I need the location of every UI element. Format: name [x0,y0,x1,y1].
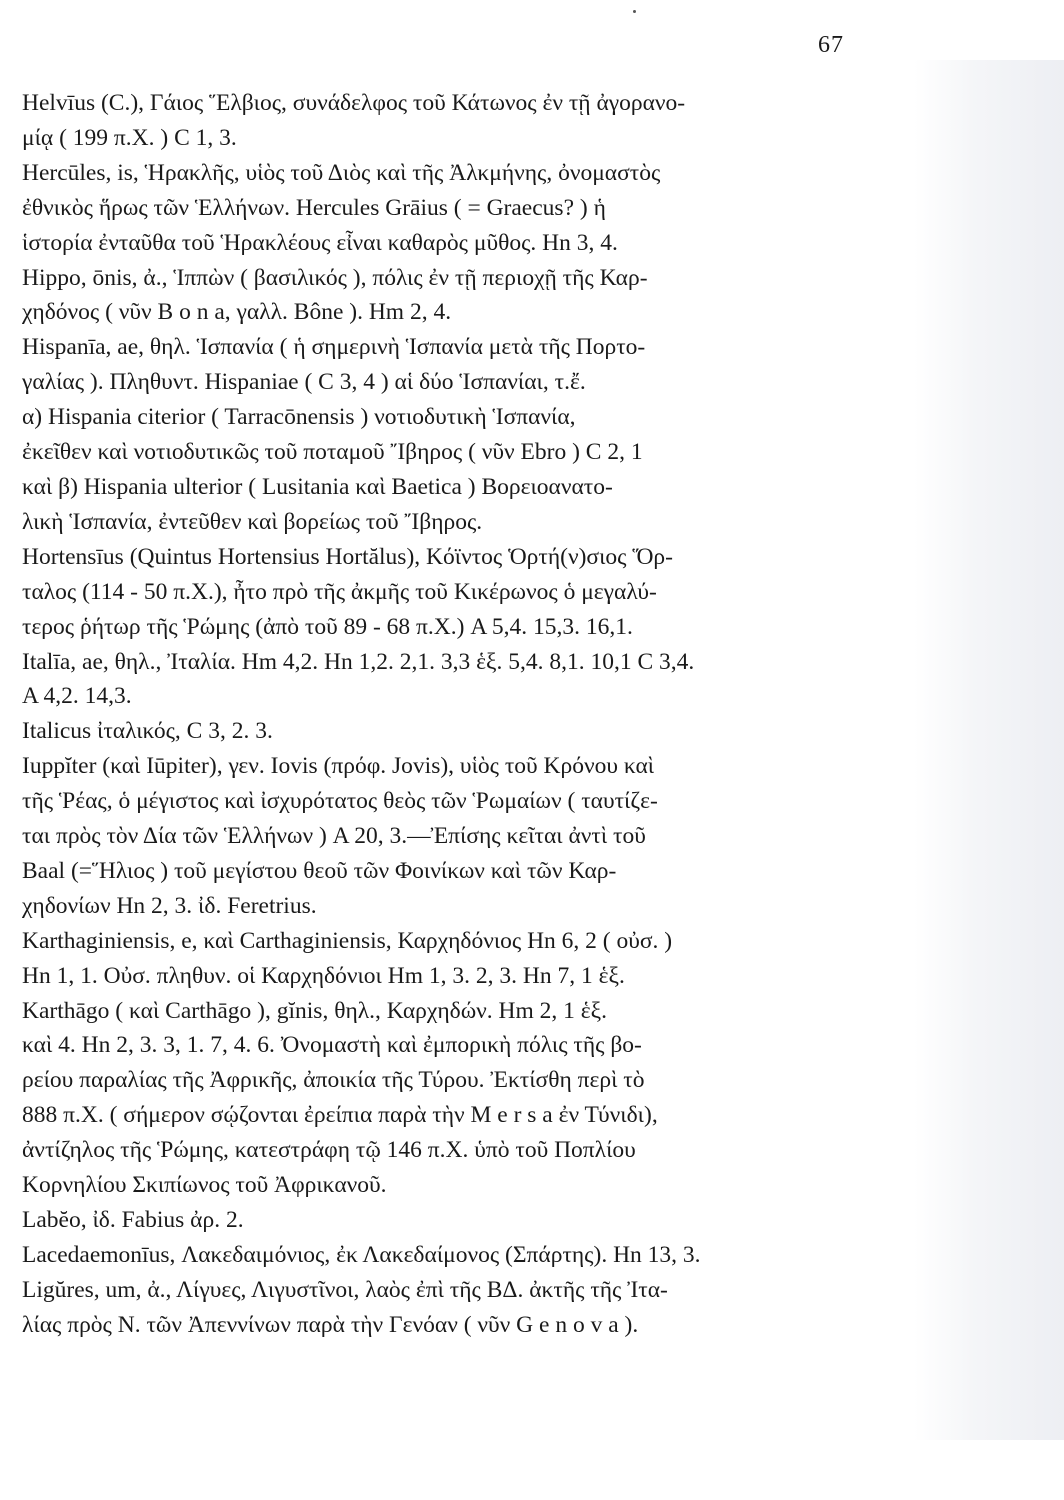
glossary-entry [22,1238,872,1273]
glossary-entry [22,330,872,539]
entry-line: 888 π.Χ. ( σήμερον σῴζονται ἐρείπια παρὰ τὴν M e r s a ἐν Τύνιδι), [22,1102,658,1129]
glossary-entry [22,261,872,331]
entry-line: Hortensīus (Quintus Hortensius Hortălus), Κόϊντος Ὁρτή(ν)σιος Ὅρ- [22,543,673,570]
entry-line: καὶ β) Hispania ulterior ( Lusitania καὶ Baetica ) Βορειοανατο- [22,473,613,500]
entry-line: Hercūles, is, Ἡρακλῆς, υἱὸς τοῦ Διὸς καὶ τῆς Ἀλκμήνης, ὀνομαστὸς [22,159,661,186]
glossary-entry [22,994,872,1203]
entry-line: Κορνηλίου Σκιπίωνος τοῦ Ἀφρικανοῦ. [22,1172,387,1199]
entry-line: Helvīus (C.), Γάιος Ἕλβιος, συνάδελφος τοῦ Κάτωνος ἐν τῇ ἀγορανο- [22,90,686,116]
entry-line: Italīa, ae, θηλ., Ἰταλία. Hm 4,2. Hn 1,2. 2,1. 3,3 ἑξ. 5,4. 8,1. 10,1 C 3,4. [22,648,695,675]
glossary-entry [22,1273,872,1343]
entry-line: Iuppĭter (καὶ Iūpiter), γεν. Iovis (πρόφ. Jovis), υἱὸς τοῦ Κρόνου καὶ [22,753,655,780]
page-number: 67 [818,32,844,58]
entry-line: α) Hispania citerior ( Tarracōnensis ) νοτιοδυτικὴ Ἱσπανία, [22,404,576,431]
glossary-text [22,86,872,1343]
glossary-entry [22,749,872,924]
entry-line: Hippo, ōnis, ἀ., Ἱππὼν ( βασιλικός ), πόλις ἐν τῇ περιοχῇ τῆς Καρ- [22,264,648,291]
entry-line: Karthaginiensis, e, καὶ Carthaginiensis, Καρχηδόνιος Hn 6, 2 ( οὐσ. ) [22,927,673,954]
print-speck [633,10,636,13]
entry-line: τῆς Ῥέας, ὁ μέγιστος καὶ ἰσχυρότατος θεὸς τῶν Ῥωμαίων ( ταυτίζε- [22,788,658,815]
entry-line: ἱστορία ἐνταῦθα τοῦ Ἡρακλέους εἶναι καθαρὸς μῦθος. Hn 3, 4. [22,229,618,256]
entry-line: Karthāgo ( καὶ Carthāgo ), gĭnis, θηλ., Καρχηδών. Hm 2, 1 ἑξ. [22,997,608,1024]
entry-line: λίας πρὸς Ν. τῶν Ἀπεννίνων παρὰ τὴν Γενόαν ( νῦν G e n o v a ). [22,1311,639,1338]
entry-line: λικὴ Ἱσπανία, ἐντεῦθεν καὶ βορείως τοῦ Ἴβηρος. [22,508,483,535]
entry-line: Italicus ἰταλικός, C 3, 2. 3. [22,718,273,745]
entry-line: χηδόνος ( νῦν B o n a, γαλλ. Bône ). Hm 2, 4. [22,299,452,326]
entry-line: ρείου παραλίας τῆς Ἀφρικῆς, ἀποικία τῆς Τύρου. Ἐκτίσθη περὶ τὸ [22,1067,645,1094]
entry-line: ταλος (114 - 50 π.Χ.), ἦτο πρὸ τῆς ἀκμῆς τοῦ Κικέρωνος ὁ μεγαλύ- [22,578,657,605]
glossary-entry [22,645,872,715]
glossary-entry [22,540,872,645]
entry-line: Hn 1, 1. Οὐσ. πληθυν. οἱ Καρχηδόνιοι Hm 1, 3. 2, 3. Hn 7, 1 ἑξ. [22,962,625,989]
entry-line: ἀντίζηλος τῆς Ῥώμης, κατεστράφη τῷ 146 π.Χ. ὑπὸ τοῦ Ποπλίου [22,1137,636,1164]
entry-line: Baal (=Ἥλιος ) τοῦ μεγίστου θεοῦ τῶν Φοινίκων καὶ τῶν Καρ- [22,857,617,884]
glossary-entry [22,714,872,749]
bleed-through-shadow [914,60,1064,1440]
entry-line: ἐκεῖθεν καὶ νοτιοδυτικῶς τοῦ ποταμοῦ Ἴβηρος ( νῦν Ebro ) C 2, 1 [22,439,643,466]
entry-line: καὶ 4. Hn 2, 3. 3, 1. 7, 4. 6. Ὀνομαστὴ καὶ ἐμπορικὴ πόλις τῆς βο- [22,1032,642,1059]
glossary-entry [22,156,872,261]
entry-line: μίᾳ ( 199 π.Χ. ) C 1, 3. [22,124,237,151]
entry-line: γαλίας ). Πληθυντ. Hispaniae ( C 3, 4 ) αἱ δύο Ἱσπανίαι, τ.ἔ. [22,369,586,396]
entry-line: ται πρὸς τὸν Δία τῶν Ἑλλήνων ) A 20, 3.—Ἐπίσης κεῖται ἀντὶ τοῦ [22,823,646,850]
glossary-entry [22,924,872,994]
entry-line: τερος ῥήτωρ τῆς Ῥώμης (ἀπὸ τοῦ 89 - 68 π.Χ.) A 5,4. 15,3. 16,1. [22,613,633,640]
entry-line: Ligŭres, um, ἀ., Λίγυες, Λιγυστῖνοι, λαὸς ἐπὶ τῆς ΒΔ. ἀκτῆς τῆς Ἰτα- [22,1276,668,1303]
entry-line: Lacedaemonīus, Λακεδαιμόνιος, ἐκ Λακεδαίμονος (Σπάρτης). Hn 13, 3. [22,1241,701,1268]
entry-line: Hispanīa, ae, θηλ. Ἱσπανία ( ἡ σημερινὴ Ἱσπανία μετὰ τῆς Πορτο- [22,334,646,361]
glossary-entry [22,86,872,156]
glossary-entry [22,1203,872,1238]
entry-line: A 4,2. 14,3. [22,683,132,710]
entry-line: ἐθνικὸς ἥρως τῶν Ἑλλήνων. Hercules Grāius ( = Graecus? ) ἡ [22,194,606,221]
entry-line: χηδονίων Hn 2, 3. ἰδ. Feretrius. [22,892,317,919]
entry-line: Labĕo, ἰδ. Fabius ἀρ. 2. [22,1207,244,1233]
